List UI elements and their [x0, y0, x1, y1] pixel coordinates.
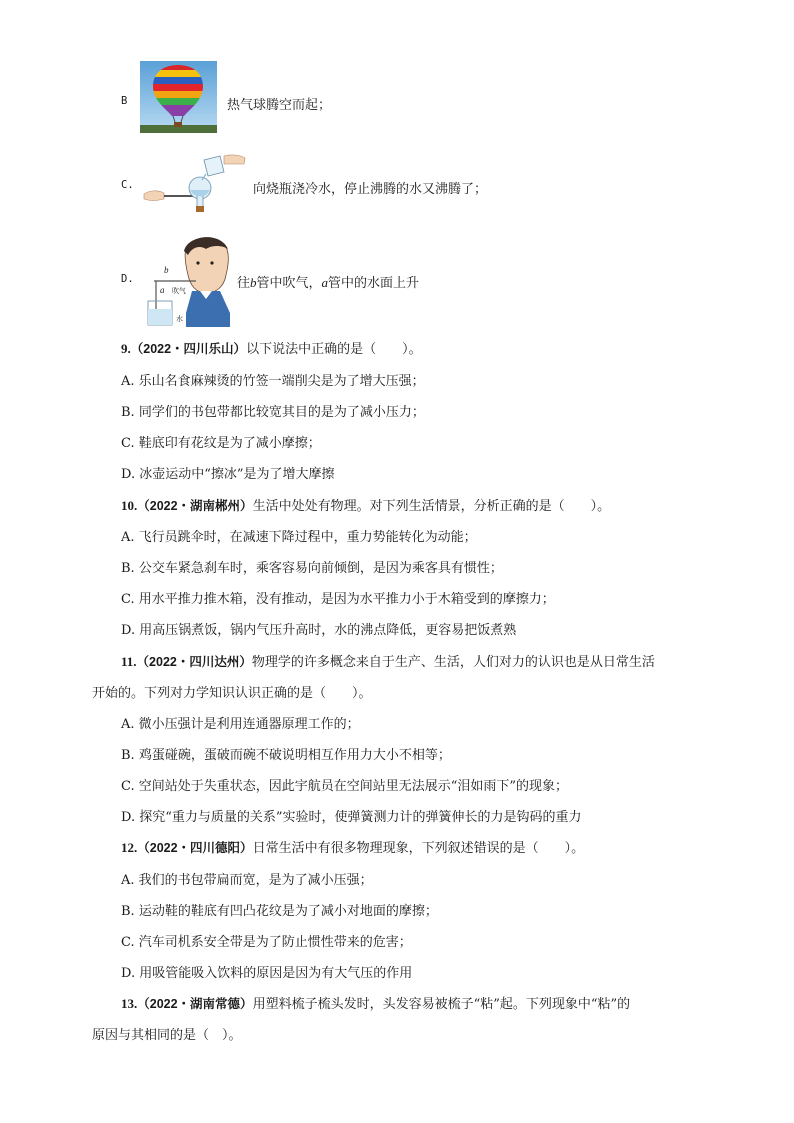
question-10-option-a: A. 飞行员跳伞时，在减速下降过程中，重力势能转化为动能；	[121, 530, 477, 545]
question-source: （2022・四川达州）	[136, 655, 252, 669]
question-text: 物理学的许多概念来自于生产、生活，人们对力的认识也是从日常生活	[251, 655, 655, 670]
question-9-option-d: D. 冰壶运动中“擦冰”是为了增大摩擦	[121, 467, 335, 482]
option-b-text: 热气球腾空而起；	[227, 98, 332, 113]
question-source: （2022・湖南常德）	[137, 997, 253, 1011]
question-12-option-c: C. 汽车司机系安全带是为了防止惯性带来的危害；	[121, 935, 412, 950]
option-letter-b: B	[121, 95, 128, 107]
question-11-option-c: C. 空间站处于失重状态，因此宇航员在空间站里无法展示“泪如雨下”的现象；	[121, 779, 569, 794]
question-11-option-b: B. 鸡蛋碰碗，蛋破而碗不破说明相互作用力大小不相等；	[121, 748, 451, 763]
question-text: 日常生活中有很多物理现象，下列叙述错误的是（ ）。	[252, 841, 585, 856]
question-11-stem	[121, 651, 655, 670]
question-number: 11.	[121, 654, 137, 669]
question-10-option-d: D. 用高压锅煮饭，锅内气压升高时，水的沸点降低，更容易把饭煮熟	[121, 623, 517, 638]
question-number: 10.	[121, 498, 138, 513]
question-text: 用塑料梳子梳头发时，头发容易被梳子“粘”起。下列现象中“粘”的	[252, 997, 631, 1012]
question-9-option-c: C. 鞋底印有花纹是为了减小摩擦；	[121, 436, 321, 451]
option-d-var-a: a	[321, 275, 329, 290]
question-text: 以下说法中正确的是（ ）。	[246, 342, 422, 357]
question-10-option-c: C. 用水平推力推木箱，没有推动，是因为水平推力小于木箱受到的摩擦力；	[121, 592, 555, 607]
question-9-option-a: A. 乐山名食麻辣烫的竹签一端削尖是为了增大压强；	[121, 374, 425, 389]
option-letter-c: C.	[121, 179, 134, 191]
question-number: 9.	[121, 341, 131, 356]
question-12-option-d: D. 用吸管能吸入饮料的原因是因为有大气压的作用	[121, 966, 413, 981]
question-10-stem	[121, 495, 610, 514]
option-letter-d: D.	[121, 273, 134, 285]
label-water: 水	[176, 315, 183, 323]
label-b: b	[164, 265, 169, 275]
option-d-text-part1: 往	[237, 276, 251, 291]
option-d-text	[237, 272, 419, 291]
label-blow: 吹气	[172, 287, 186, 295]
question-number: 13.	[121, 996, 138, 1011]
flask-pouring-image	[142, 152, 246, 214]
option-c-text: 向烧瓶浇冷水，停止沸腾的水又沸腾了；	[253, 182, 488, 197]
question-12-stem	[121, 837, 584, 856]
question-9-stem	[121, 338, 422, 357]
question-12-option-b: B. 运动鞋的鞋底有凹凸花纹是为了减小对地面的摩擦；	[121, 904, 438, 919]
question-11-option-d: D. 探究“重力与质量的关系”实验时，使弹簧测力计的弹簧伸长的力是钩码的重力	[121, 810, 582, 825]
question-13-stem-continued: 原因与其相同的是（ ）。	[92, 1028, 242, 1043]
question-9-option-b: B. 同学们的书包带都比较宽其目的是为了减小压力；	[121, 405, 425, 420]
question-12-option-a: A. 我们的书包带扁而宽，是为了减小压强；	[121, 873, 373, 888]
blowing-straw-image	[146, 233, 232, 327]
question-source: （2022・四川乐山）	[130, 342, 247, 356]
hot-air-balloon-image	[140, 61, 217, 133]
question-11-stem-continued: 开始的。下列对力学知识认识正确的是（ ）。	[92, 686, 372, 701]
option-d-var-b: b	[250, 275, 257, 290]
question-text: 生活中处处有物理。对下列生活情景，分析正确的是（ ）。	[252, 499, 611, 514]
option-d-text-part3: 管中的水面上升	[328, 276, 420, 291]
question-source: （2022・四川德阳）	[137, 841, 253, 855]
label-a: a	[160, 285, 165, 295]
question-source: （2022・湖南郴州）	[137, 499, 253, 513]
option-d-text-part2: 管中吹气，	[256, 276, 322, 291]
question-11-option-a: A. 微小压强计是利用连通器原理工作的；	[121, 717, 360, 732]
question-number: 12.	[121, 840, 138, 855]
question-10-option-b: B. 公交车紧急刹车时，乘客容易向前倾倒，是因为乘客具有惯性；	[121, 561, 503, 576]
question-13-stem	[121, 993, 630, 1012]
